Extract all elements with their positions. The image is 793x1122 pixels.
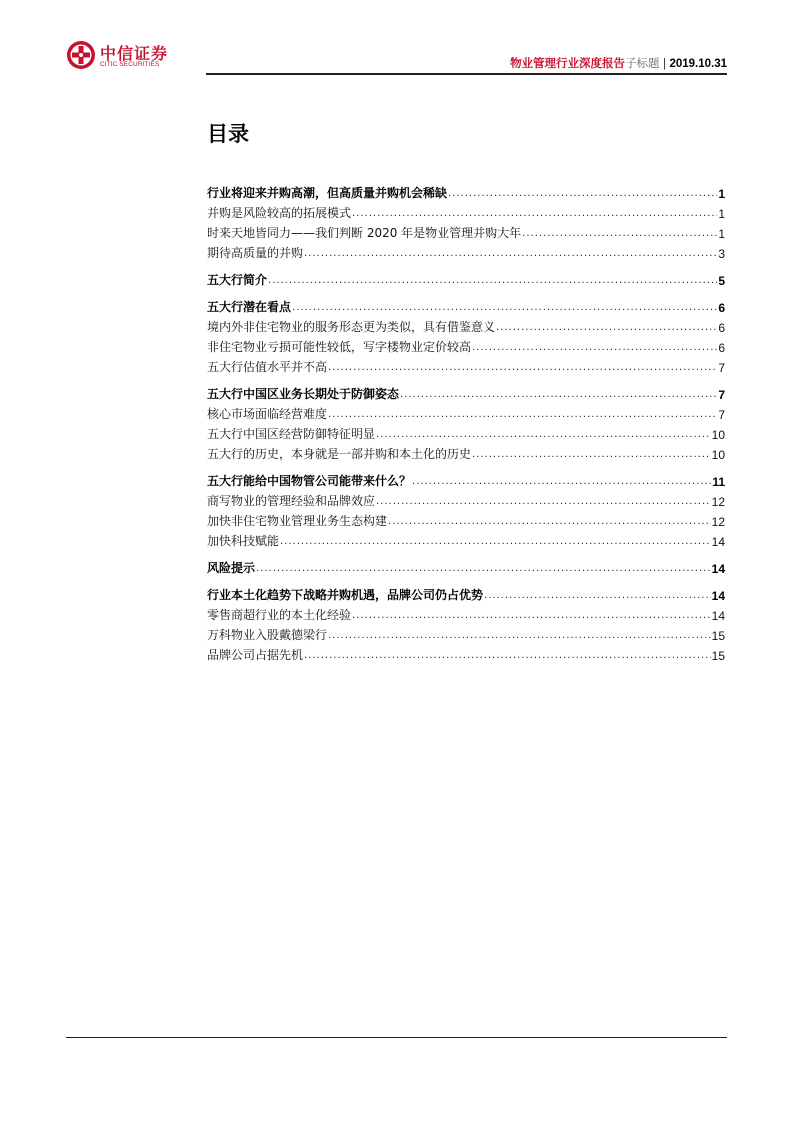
logo-chinese-name: 中信证券 [100,44,169,63]
toc-entry-title: 品牌公司占据先机 [207,648,304,662]
toc-page-number: 12 [711,495,725,509]
toc-dot-leader [268,275,717,288]
toc-entry-title: 五大行的历史，本身就是一部并购和本土化的历史 [207,447,472,461]
toc-entry-title: 时来天地皆同力——我们判断 2020 年是物业管理并购大年 [207,226,522,240]
toc-page-number: 14 [711,535,725,549]
toc-page-number: 14 [711,562,725,576]
toc-entry-title: 五大行中国区业务长期处于防御姿态 [207,387,400,401]
toc-dot-leader [400,389,717,402]
toc-subsection-entry[interactable] [207,603,725,623]
toc-entry-title: 万科物业入股戴德梁行 [207,628,328,642]
toc-entry-title: 商写物业的管理经验和品牌效应 [207,494,376,508]
toc-dot-leader [328,409,717,422]
table-of-contents [207,181,725,663]
toc-dot-leader [292,302,717,315]
logo-english-name: CITIC SECURITIES [100,61,160,68]
toc-subsection-entry[interactable] [207,643,725,663]
toc-subsection-entry[interactable] [207,442,725,462]
toc-subsection-entry[interactable] [207,335,725,355]
toc-dot-leader [352,208,717,221]
toc-page-number: 14 [711,609,725,623]
toc-page-number: 1 [718,187,725,201]
toc-entry-title: 风险提示 [207,561,256,575]
toc-subsection-entry[interactable] [207,623,725,643]
header-separator: | [662,56,667,70]
toc-subsection-entry[interactable] [207,315,725,335]
footer-divider [66,1037,727,1038]
toc-page-number: 7 [718,388,725,402]
citic-logo-icon [66,40,96,70]
toc-entry-title: 零售商超行业的本土化经验 [207,608,352,622]
toc-page-number: 5 [718,274,725,288]
toc-dot-leader [472,449,711,462]
toc-page-number: 1 [718,227,725,241]
toc-entry-title: 核心市场面临经营难度 [207,407,328,421]
toc-subsection-entry[interactable] [207,221,725,241]
toc-page-number: 3 [718,247,725,261]
header-divider [206,73,727,75]
toc-dot-leader [304,248,717,261]
toc-dot-leader [496,322,717,335]
toc-dot-leader [472,342,717,355]
toc-section-entry[interactable] [207,583,725,603]
toc-page-number: 1 [718,207,725,221]
toc-entry-title: 五大行估值水平并不高 [207,360,328,374]
toc-dot-leader [376,496,711,509]
toc-page-number: 12 [711,515,725,529]
toc-section-entry[interactable] [207,556,725,576]
toc-page-number: 7 [718,361,725,375]
toc-subsection-entry[interactable] [207,422,725,442]
toc-dot-leader [328,362,717,375]
toc-subsection-entry[interactable] [207,509,725,529]
toc-page-number: 10 [711,428,725,442]
toc-dot-leader [304,650,711,663]
toc-page-number: 11 [712,475,725,489]
toc-dot-leader [328,630,711,643]
toc-section-entry[interactable] [207,268,725,288]
toc-dot-leader [256,563,711,576]
citic-securities-logo [66,40,176,74]
toc-section-entry[interactable] [207,181,725,201]
toc-dot-leader [352,610,711,623]
toc-dot-leader [412,476,711,489]
toc-entry-title: 境内外非住宅物业的服务形态更为类似，具有借鉴意义 [207,320,496,334]
toc-dot-leader [376,429,711,442]
toc-subsection-entry[interactable] [207,529,725,549]
toc-entry-title: 行业本土化趋势下战略并购机遇，品牌公司仍占优势 [207,588,484,602]
toc-dot-leader [448,188,717,201]
toc-page-number: 15 [711,629,725,643]
toc-entry-title: 五大行中国区经营防御特征明显 [207,427,376,441]
toc-entry-title: 加快非住宅物业管理业务生态构建 [207,514,388,528]
toc-subsection-entry[interactable] [207,355,725,375]
toc-entry-title: 五大行潜在看点 [207,300,292,314]
toc-entry-title: 五大行简介 [207,273,268,287]
toc-section-entry[interactable] [207,382,725,402]
toc-subsection-entry[interactable] [207,241,725,261]
toc-subsection-entry[interactable] [207,489,725,509]
toc-entry-title: 期待高质量的并购 [207,246,304,260]
toc-dot-leader [484,590,711,603]
toc-entry-title: 五大行能给中国物管公司能带来什么？ [207,474,412,488]
toc-subsection-entry[interactable] [207,402,725,422]
toc-page-number: 6 [718,341,725,355]
toc-dot-leader [388,516,711,529]
toc-page-number: 15 [711,649,725,663]
toc-dot-leader [522,228,717,241]
toc-entry-title: 并购是风险较高的拓展模式 [207,206,352,220]
toc-section-entry[interactable] [207,295,725,315]
toc-page-number: 10 [711,448,725,462]
toc-section-entry[interactable] [207,469,725,489]
toc-page-number: 14 [711,589,725,603]
toc-page-number: 7 [718,408,725,422]
toc-entry-title: 加快科技赋能 [207,534,280,548]
toc-page-number: 6 [718,301,725,315]
report-subtitle: 子标题 [625,56,660,70]
toc-subsection-entry[interactable] [207,201,725,221]
toc-page-number: 6 [718,321,725,335]
toc-entry-title: 非住宅物业亏损可能性较低，写字楼物业定价较高 [207,340,472,354]
toc-dot-leader [280,536,711,549]
toc-entry-title: 行业将迎来并购高潮，但高质量并购机会稀缺 [207,186,448,200]
report-title: 物业管理行业深度报告 [510,56,626,70]
page-title: 目录 [207,122,249,146]
report-header [510,55,727,71]
report-date: 2019.10.31 [669,58,727,70]
